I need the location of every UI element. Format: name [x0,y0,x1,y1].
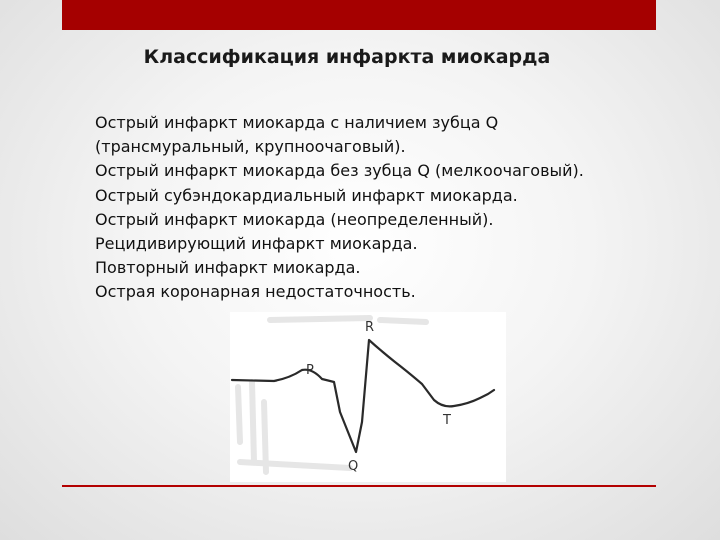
bottom-divider [62,485,656,487]
list-item: Рецидивирующий инфаркт миокарда. [95,234,418,254]
list-item: Острый инфаркт миокарда (неопределенный). [95,209,494,229]
q-wave-label: Q [348,459,359,474]
list-item: Острый инфаркт миокарда с наличием зубца Q [95,113,499,132]
list-item: (трансмуральный, крупноочаговый). [95,137,406,157]
scan-background [238,318,426,472]
slide-title: Классификация инфаркта миокарда [143,46,551,68]
ecg-svg [230,312,506,482]
top-accent-bar [62,0,656,30]
list-item: Острая коронарная недостаточность. [95,282,416,302]
t-wave-label: T [443,413,451,428]
ecg-waveform [232,340,494,452]
list-item: Повторный инфаркт миокарда. [95,258,361,278]
list-item: Острый инфаркт миокарда без зубца Q (мелкоочаговый). [95,161,584,181]
ecg-diagram [230,312,506,482]
p-wave-label: P [306,363,314,378]
classification-list [95,111,695,305]
list-item: Острый субэндокардиальный инфаркт миокарда. [95,185,518,205]
r-wave-label: R [365,320,375,335]
